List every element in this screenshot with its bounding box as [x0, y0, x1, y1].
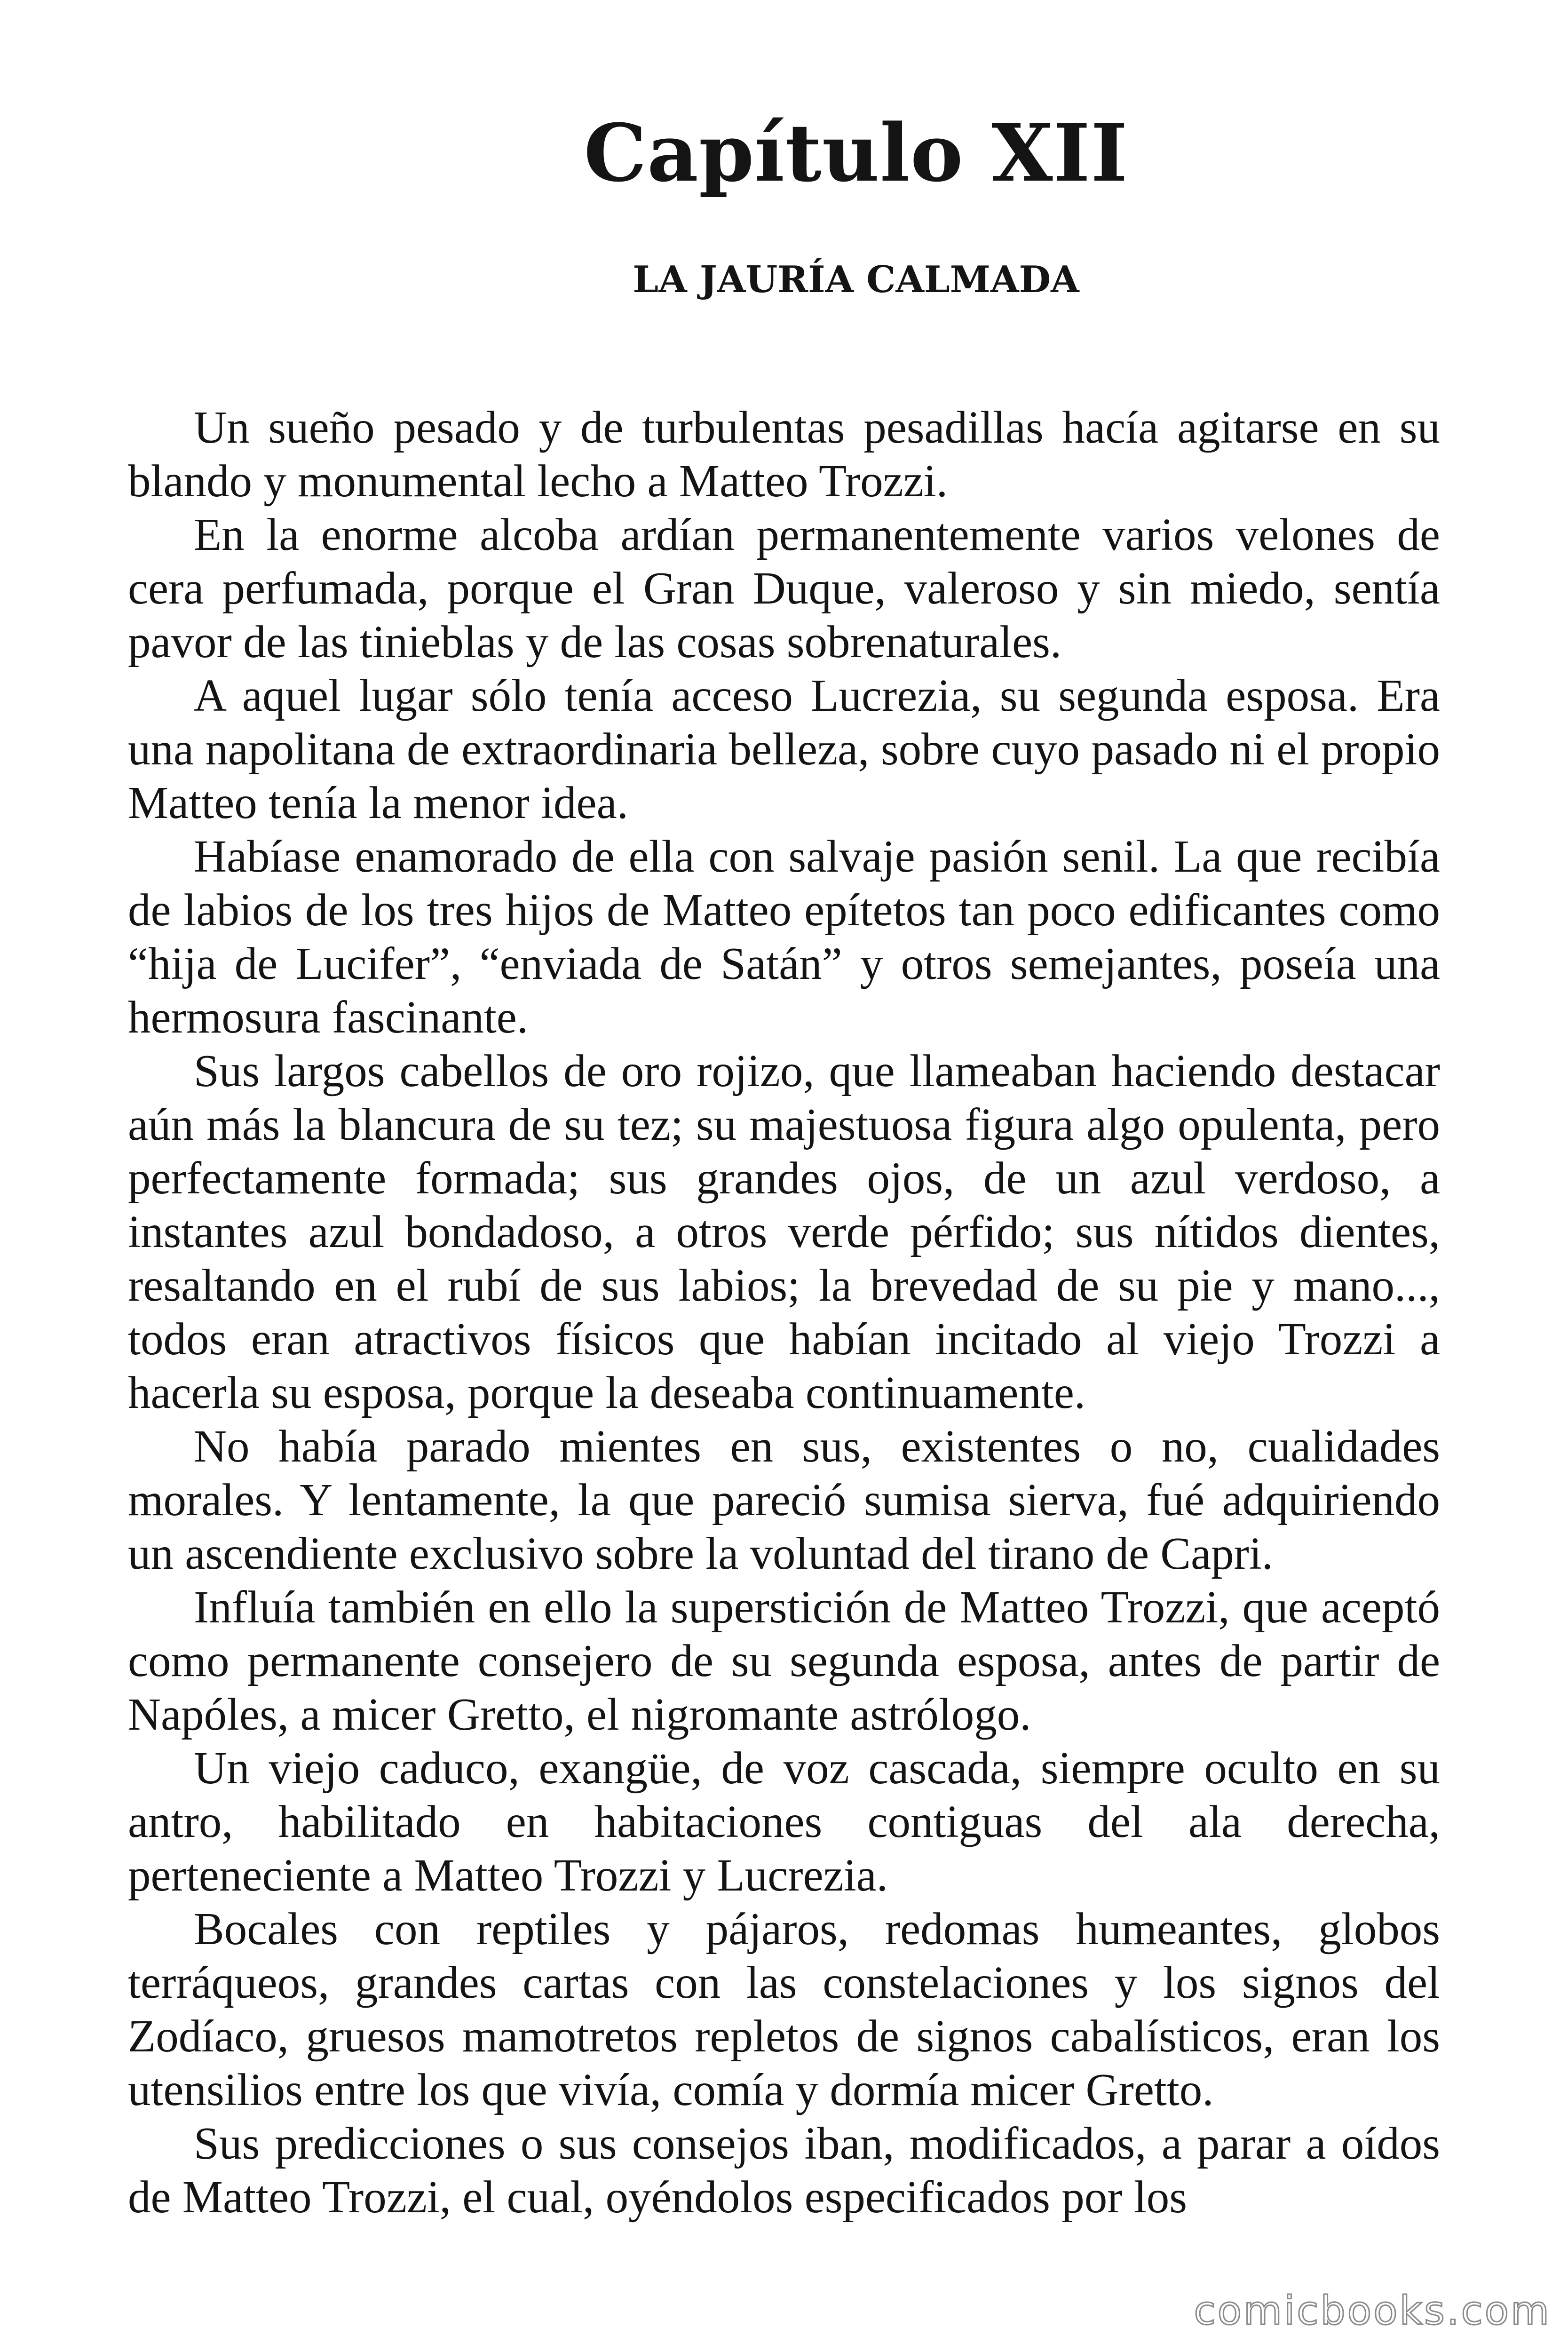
paragraph: En la enorme alcoba ardían permanentemente varios velones de cera perfumada, porque el Gran Duque, valeroso y sin miedo, sentía pavor de las tinieblas y de las cosas sobrenaturales. — [128, 509, 1440, 667]
chapter-subtitle: LA JAURÍA CALMADA — [633, 258, 1079, 301]
chapter-title: Capítulo XII — [584, 106, 1128, 199]
watermark: comicbooks.com — [1194, 2288, 1551, 2334]
paragraph: A aquel lugar sólo tenía acceso Lucrezia, su segunda esposa. Era una napolitana de extraordinaria belleza, sobre cuyo pasado ni el propio Matteo tenía la menor idea. — [128, 670, 1440, 828]
paragraph: No había parado mientes en sus, existentes o no, cualidades morales. Y lentamente, la que pareció sumisa sierva, fué adquiriendo un ascendiente exclusivo sobre la voluntad del tirano de Capri. — [128, 1421, 1440, 1579]
paragraph: Sus largos cabellos de oro rojizo, que llameaban haciendo destacar aún más la blancura de su tez; su majestuosa figura algo opulenta, pero perfectamente formada; sus grandes ojos, de un azul verdoso, a instantes azul bondadoso, a otros verde pérfido; sus nítidos dientes, resaltando en el rubí de sus labios; la brevedad de su pie y mano..., todos eran atractivos físicos que habían incitado al viejo Trozzi a hacerla su esposa, porque la deseaba continuamente. — [128, 1046, 1440, 1418]
paragraph: Un sueño pesado y de turbulentas pesadillas hacía agitarse en su blando y monumental lecho a Matteo Trozzi. — [128, 402, 1440, 506]
paragraph: Sus predicciones o sus consejos iban, modificados, a parar a oídos de Matteo Trozzi, el cual, oyéndolos especificados por los — [128, 2118, 1440, 2222]
paragraph: Un viejo caduco, exangüe, de voz cascada, siempre oculto en su antro, habilitado en habitaciones contiguas del ala derecha, perteneciente a Matteo Trozzi y Lucrezia. — [128, 1743, 1440, 1900]
chapter-body — [128, 401, 1440, 2224]
paragraph: Bocales con reptiles y pájaros, redomas humeantes, globos terráqueos, grandes cartas con las constelaciones y los signos del Zodíaco, gruesos mamotretos repletos de signos cabalísticos, eran los utensilios entre los que vivía, comía y dormía micer Gretto. — [128, 1904, 1440, 2115]
paragraph: Influía también en ello la superstición de Matteo Trozzi, que aceptó como permanente consejero de su segunda esposa, antes de partir de Napóles, a micer Gretto, el nigromante astrólogo. — [128, 1582, 1440, 1740]
paragraph: Habíase enamorado de ella con salvaje pasión senil. La que recibía de labios de los tres hijos de Matteo epítetos tan poco edificantes como “hija de Lucifer”, “enviada de Satán” y otros semejantes, poseía una hermosura fascinante. — [128, 831, 1440, 1042]
